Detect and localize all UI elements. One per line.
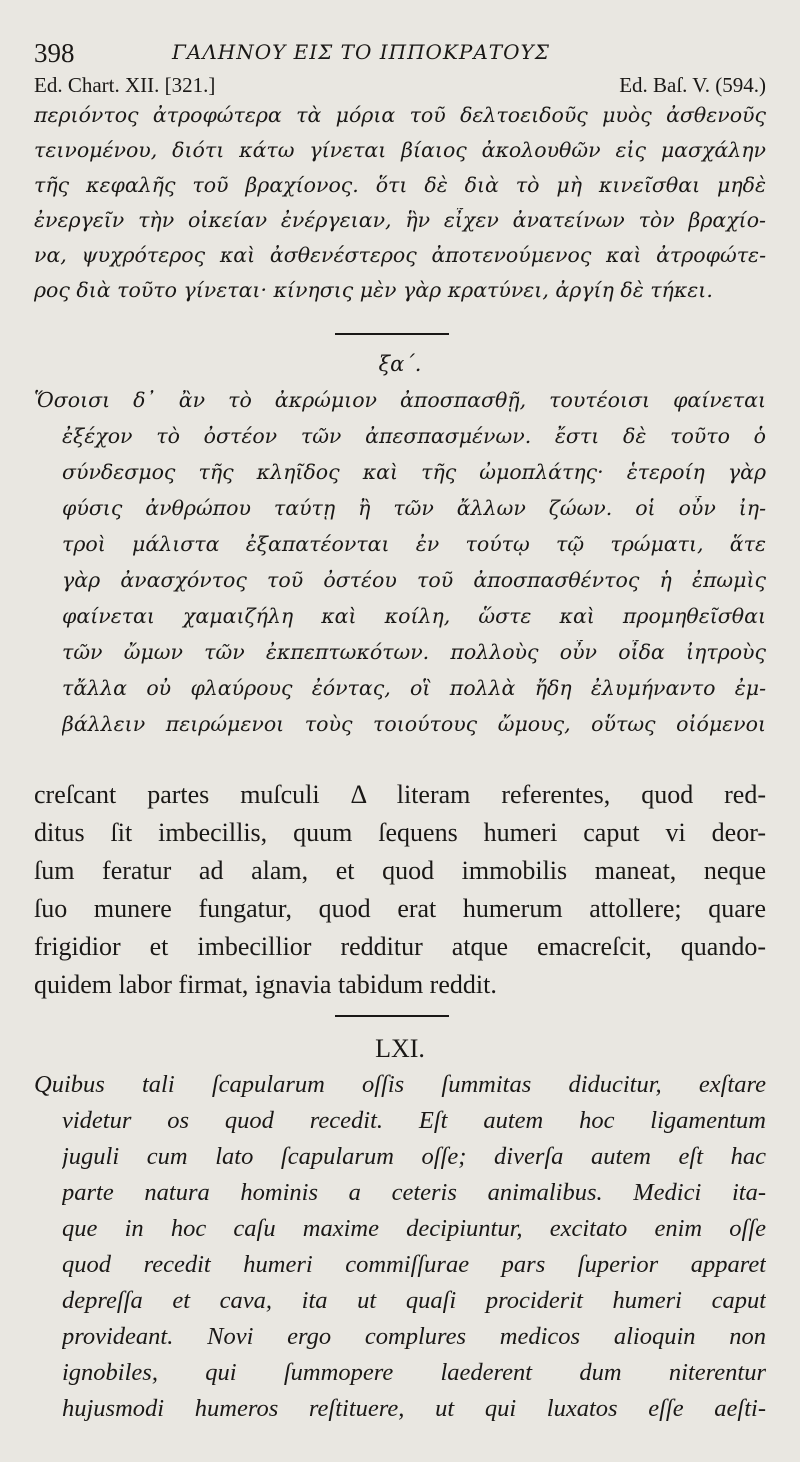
latin-section-line: depreſſa et cava, ita ut quaſi prociderit humeri caput — [62, 1287, 766, 1314]
latin-top-line: ſum feratur ad alam, et quod immobilis maneat, neque — [34, 856, 766, 885]
greek-top-line: ἐνεργεῖν τὴν οἰκείαν ἐνέργειαν, ἣν εἶχεν ἀνατείνων τὸν βραχίο- — [34, 208, 766, 232]
greek-section-line: ἐξέχον τὸ ὀστέον τῶν ἀπεσπασμένων. ἔστι δὲ τοῦτο ὁ — [62, 424, 766, 448]
greek-section-line: τἄλλα οὐ φλαύρους ἐόντας, οἳ πολλὰ ἤδη ἐλυμήναντο ἐμ- — [62, 676, 766, 700]
latin-section-line: quod recedit humeri commiſſurae pars ſuperior apparet — [62, 1251, 766, 1278]
greek-top-line: να, ψυχρότερος καὶ ἀσθενέστερος ἀποτενούμενος καὶ ἀτροφώτε- — [34, 243, 766, 267]
greek-top-line: περιόντος ἀτροφώτερα τὰ μόρια τοῦ δελτοειδοῦς μυὸς ἀσθενοῦς — [34, 103, 766, 127]
greek-section-line: γὰρ ἀνασχόντος τοῦ ὀστέου τοῦ ἀποσπασθέντος ἡ ἐπωμὶς — [62, 568, 766, 592]
greek-section-line: Ὅσοισι δ᾽ ἂν τὸ ἀκρώμιον ἀποσπασθῇ, τουτέοισι φαίνεται — [34, 388, 766, 412]
running-title: ΓΑΛΗΝΟΥ ΕΙΣ ΤΟ ΙΠΠΟΚΡΑΤΟΥΣ — [172, 40, 550, 64]
page-number: 398 — [34, 38, 75, 68]
latin-section-line: provideant. Novi ergo complures medicos alioquin non — [62, 1323, 766, 1350]
greek-section-line: τροὶ μάλιστα ἐξαπατέονται ἐν τούτῳ τῷ τρώματι, ἅτε — [62, 532, 766, 556]
greek-section-line: φύσις ἀνθρώπου ταύτῃ ἢ τῶν ἄλλων ζώων. οἱ οὖν ἰη- — [62, 496, 766, 520]
edition-line — [34, 73, 766, 101]
greek-top-line: τῆς κεφαλῆς τοῦ βραχίονος. ὅτι δὲ διὰ τὸ μὴ κινεῖσθαι μηδὲ — [34, 173, 766, 197]
greek-section-line: σύνδεσμος τῆς κληῖδος καὶ τῆς ὠμοπλάτης· ἑτεροίη γὰρ — [62, 460, 766, 484]
edition-basel: Ed. Baſ. V. (594.) — [619, 73, 766, 97]
latin-top-line: ditus ſit imbecillis, quum ſequens humeri caput vi deor- — [34, 818, 766, 847]
greek-section-line: βάλλειν πειρώμενοι τοὺς τοιούτους ὤμους, οὕτως οἰόμενοι — [62, 712, 766, 736]
latin-section-line: videtur os quod recedit. Eſt autem hoc ligamentum — [62, 1107, 766, 1134]
greek-top-line: ρος διὰ τοῦτο γίνεται· κίνησις μὲν γὰρ κρατύνει, ἀργίη δὲ τήκει. — [34, 278, 713, 302]
greek-section-heading: ξα΄. — [378, 352, 422, 376]
section-rule — [335, 1015, 449, 1017]
latin-section-heading: LXI. — [375, 1034, 425, 1063]
latin-section-line: ignobiles, qui ſummopere laederent dum niterentur — [62, 1359, 766, 1386]
latin-section-line: Quibus tali ſcapularum oſſis ſummitas diducitur, exſtare — [34, 1071, 766, 1098]
latin-section-line: parte natura hominis a ceteris animalibus. Medici ita- — [62, 1179, 766, 1206]
latin-section-line: que in hoc caſu maxime decipiuntur, excitato enim oſſe — [62, 1215, 766, 1242]
latin-top-line: creſcant partes muſculi Δ literam referentes, quod red- — [34, 780, 766, 809]
greek-section-line: φαίνεται χαμαιζήλη καὶ κοίλη, ὥστε καὶ προμηθεῖσθαι — [62, 604, 766, 628]
latin-top-line: quidem labor firmat, ignavia tabidum reddit. — [34, 970, 497, 999]
latin-section-line: hujusmodi humeros reſtituere, ut qui luxatos eſſe aeſti- — [62, 1395, 766, 1422]
latin-top-line: ſuo munere fungatur, quod erat humerum attollere; quare — [34, 894, 766, 923]
page-header — [34, 34, 774, 70]
latin-section-line: juguli cum lato ſcapularum oſſe; diverſa autem eſt hac — [62, 1143, 766, 1170]
latin-top-line: frigidior et imbecillior redditur atque emacreſcit, quando- — [34, 932, 766, 961]
section-rule — [335, 333, 449, 335]
edition-chartier: Ed. Chart. XII. [321.] — [34, 73, 216, 97]
greek-top-line: τεινομένου, διότι κάτω γίνεται βίαιος ἀκολουθῶν εἰς μασχάλην — [34, 138, 766, 162]
greek-section-line: τῶν ὤμων τῶν ἐκπεπτωκότων. πολλοὺς οὖν οἶδα ἰητροὺς — [62, 640, 766, 664]
